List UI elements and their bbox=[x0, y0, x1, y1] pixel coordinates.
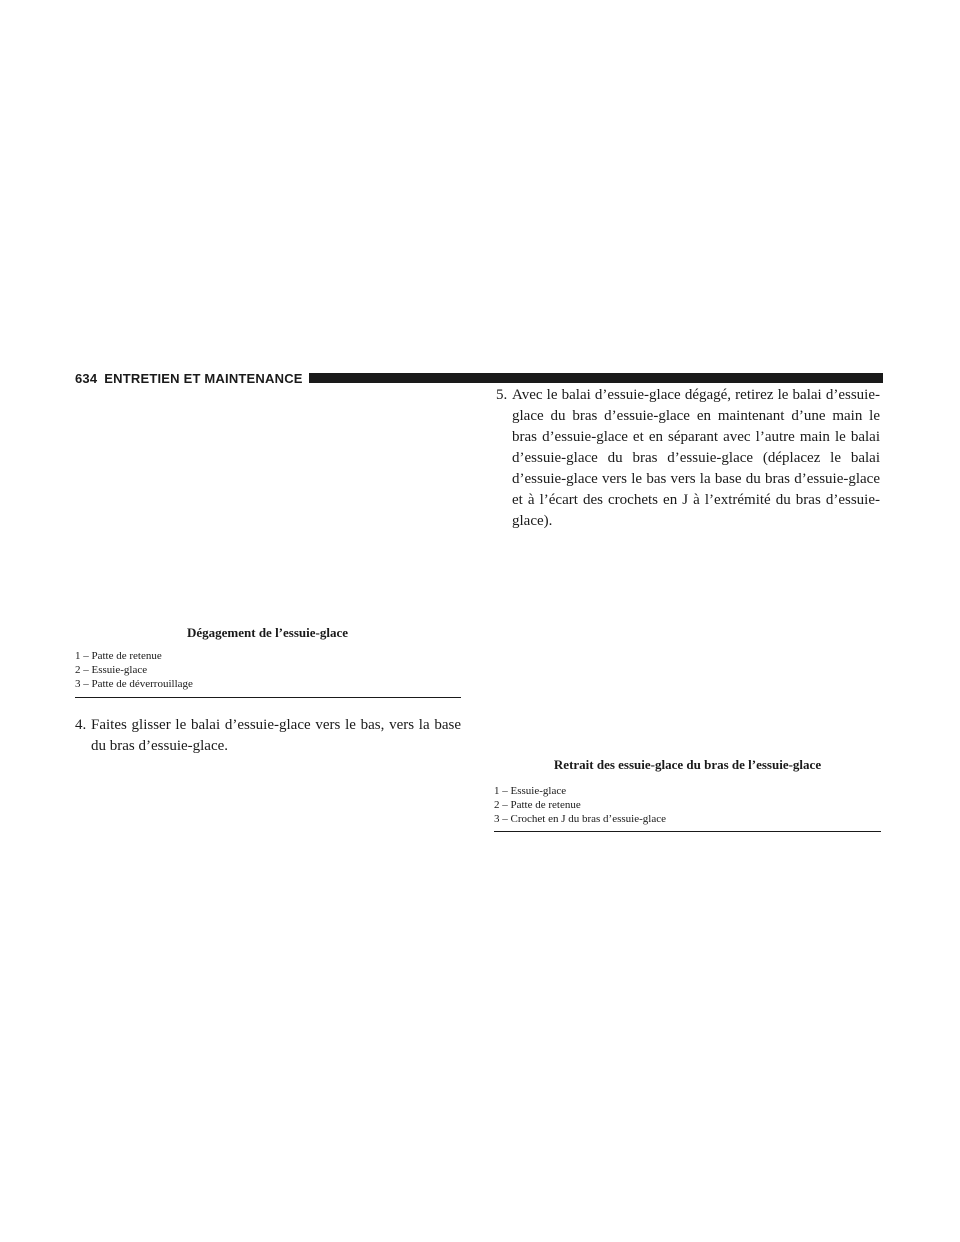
legend-item: 3 – Patte de déverrouillage bbox=[75, 678, 193, 690]
step-number: 4. bbox=[75, 717, 87, 733]
page-number: 634 bbox=[75, 370, 98, 386]
figure2-legend bbox=[494, 784, 666, 826]
step-text: Avec le balai d’essuie-glace dégagé, retirez le balai d’essuie-glace du bras d’essuie-glace en maintenant d’une main le bras d’essuie-glace et en séparant avec l’autre main le balai d’essuie-glace du bras d’essuie-glace (déplacez le balai d’essuie-glace vers le bas vers la base du bras d’essuie-glace et à l’écart des crochets en J à l’extrémité du bras d’essuie-glace). bbox=[512, 387, 880, 529]
section-title: ENTRETIEN ET MAINTENANCE bbox=[104, 370, 303, 386]
figure2-caption: Retrait des essuie-glace du bras de l’essuie-glace bbox=[553, 757, 822, 772]
figure1-caption: Dégagement de l’essuie-glace bbox=[186, 625, 348, 640]
figure2-rule bbox=[494, 831, 881, 832]
step-text: Faites glisser le balai d’essuie-glace vers le bas, vers la base du bras d’essuie-glace. bbox=[91, 717, 461, 754]
step-4 bbox=[75, 715, 461, 757]
header-rule bbox=[309, 373, 883, 383]
figure1-legend bbox=[75, 649, 193, 691]
page-header bbox=[75, 370, 883, 386]
step-5 bbox=[496, 385, 880, 532]
step-number: 5. bbox=[496, 387, 508, 403]
legend-item: 2 – Essuie-glace bbox=[75, 664, 148, 676]
legend-item: 3 – Crochet en J du bras d’essuie-glace bbox=[494, 813, 666, 825]
figure1-rule bbox=[75, 697, 461, 698]
legend-item: 1 – Essuie-glace bbox=[494, 785, 567, 797]
legend-item: 2 – Patte de retenue bbox=[494, 799, 581, 811]
legend-item: 1 – Patte de retenue bbox=[75, 650, 162, 662]
